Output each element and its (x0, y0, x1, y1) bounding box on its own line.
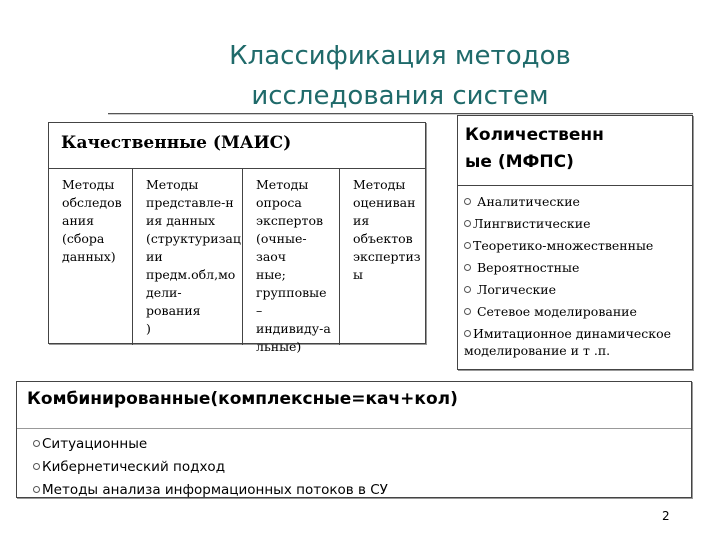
bullet-icon (464, 198, 471, 205)
bullet-icon (33, 440, 40, 447)
qualitative-column-expert-interview: Методы опроса экспертов (очные-заоч ные; групповые – индивиду-а льные) (243, 169, 340, 345)
title-divider (108, 113, 693, 114)
qualitative-methods-box (48, 122, 426, 354)
qualitative-column-survey: Методы обследов ания (сбора данных) (49, 169, 133, 345)
bullet-icon (33, 486, 40, 493)
quantitative-methods-box (457, 115, 693, 370)
page-number: 2 (662, 509, 670, 523)
quantitative-title-line2: ые (МФПС) (465, 152, 574, 172)
qualitative-columns (49, 169, 425, 354)
list-item: Вероятностные (464, 259, 690, 277)
qualitative-column-expert-evaluation: Методы оцениван ия объектов экспертиз ы (353, 177, 421, 282)
qualitative-title: Качественные (МАИС) (49, 123, 425, 169)
bullet-icon (464, 330, 471, 337)
list-item: Лингвистические (464, 215, 690, 233)
slide-title-line1: Классификация методов (229, 41, 571, 71)
combined-list (33, 433, 388, 502)
quantitative-list (464, 189, 690, 359)
bullet-icon (33, 463, 40, 470)
quantitative-title-line1: Количественн (465, 125, 604, 145)
quantitative-title (458, 116, 692, 186)
qualitative-column-representation: Методы представле-н ия данных (структуризац ии предм.обл,мо дели-рования ) (133, 169, 243, 345)
bullet-icon (464, 264, 471, 271)
slide-title (150, 36, 650, 116)
slide-title-line2: исследования систем (251, 81, 549, 111)
list-item: Имитационное динамическое моделирование и т .п. (464, 326, 672, 358)
list-item: Логические (464, 281, 690, 299)
bullet-icon (464, 308, 471, 315)
bullet-icon (464, 242, 471, 249)
bullet-icon (464, 220, 471, 227)
list-item: Ситуационные (33, 433, 388, 455)
bullet-icon (464, 286, 471, 293)
combined-title: Комбинированные(комплексные=кач+кол) (17, 382, 691, 429)
list-item: Аналитические (464, 193, 690, 211)
list-item: Методы анализа информационных потоков в СУ (33, 479, 388, 501)
list-item: Кибернетический подход (33, 456, 388, 478)
list-item: Теоретико-множественные (464, 237, 690, 255)
list-item: Сетевое моделирование (464, 303, 690, 321)
combined-methods-box (16, 381, 692, 498)
